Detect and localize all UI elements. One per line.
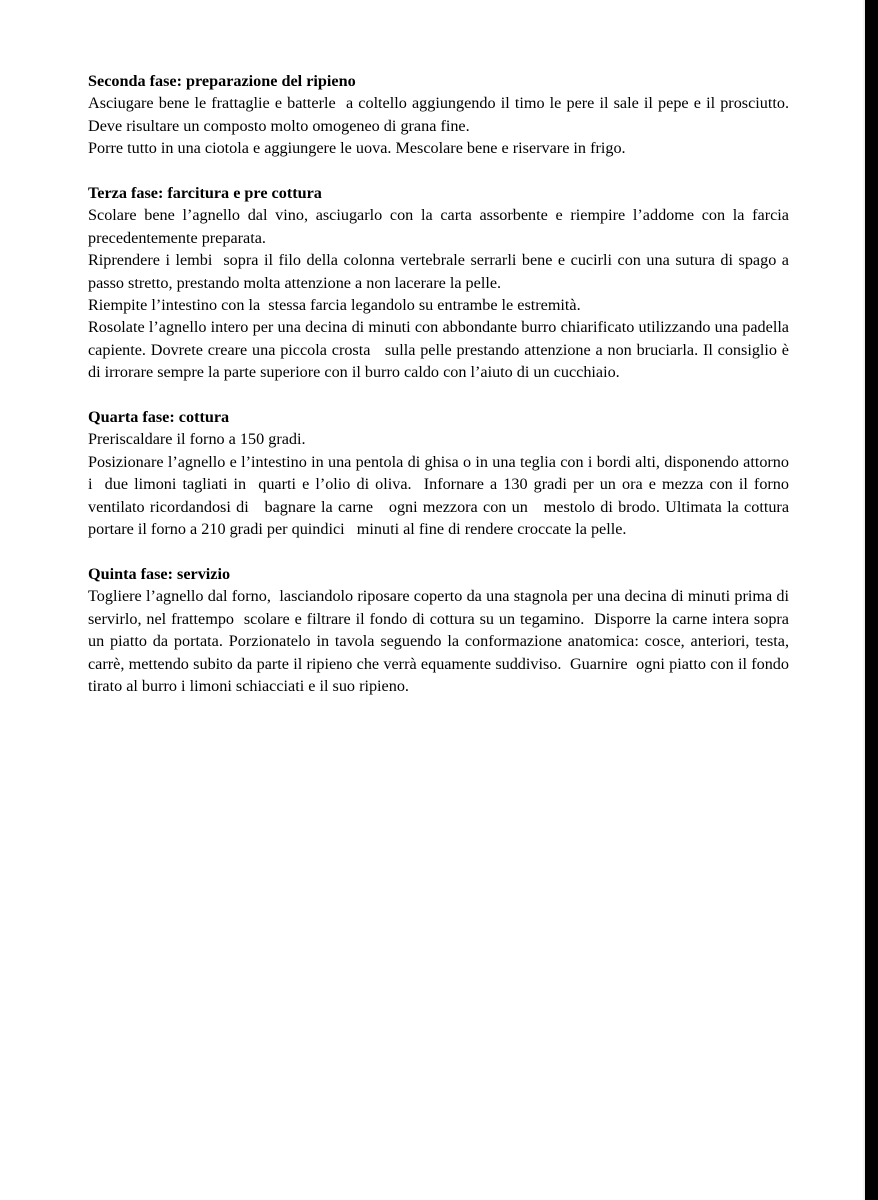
paragraph: Porre tutto in una ciotola e aggiungere le uova. Mescolare bene e riservare in frigo. [88,139,626,158]
section-seconda-fase [88,70,798,160]
paragraph: Togliere l’agnello dal forno, lasciandolo riposare coperto da una stagnola per una decina di minuti prima di servirlo, nel frattempo scolare e filtrare il fondo di cottura su un tegamino. Disporre la carne intera sopra un piatto da portata. Porzionatelo in tavola seguendo la conformazione anatomica: cosce, anteriori, testa, carrè, mettendo subito da parte il ripieno che verrà equamente suddiviso. Guarnire ogni piatto con il fondo tirato al burro i limoni schiacciati e il suo ripieno. [88,587,794,695]
section-quinta-fase [88,563,794,697]
section-quarta-fase [88,406,794,540]
section-heading: Seconda fase: preparazione del ripieno [88,72,356,90]
paragraph: Preriscaldare il forno a 150 gradi. [88,430,306,449]
page-edge-bar [865,0,878,1200]
paragraph: Riprendere i lembi sopra il filo della colonna vertebrale serrarli bene e cucirli con una sutura di spago a passo stretto, prestando molta attenzione a non lacerare la pelle. [88,251,794,292]
paragraph: Scolare bene l’agnello dal vino, asciugarlo con la carta assorbente e riempire l’addome con la farcia precedentemente preparata. [88,206,794,247]
section-heading: Terza fase: farcitura e pre cottura [88,184,322,203]
paragraph: Asciugare bene le frattaglie e batterle a coltello aggiungendo il timo le pere il sale il pepe e il prosciutto. Deve risultare un composto molto omogeneo di grana fine. [88,94,798,135]
paragraph: Rosolate l’agnello intero per una decina di minuti con abbondante burro chiarificato utilizzando una padella capiente. Dovrete creare una piccola crosta sulla pelle prestando attenzione a non bruciarla. Il consiglio è di irrorare sempre la parte superiore con il burro caldo con l’aiuto di un cucchiaio. [88,318,794,382]
section-heading: Quarta fase: cottura [88,408,230,427]
paragraph: Posizionare l’agnello e l’intestino in una pentola di ghisa o in una teglia con i bordi alti, disponendo attorno i due limoni tagliati in quarti e l’olio di oliva. Infornare a 130 gradi per un ora e mezza con il forno ventilato ricordandosi di bagnare la carne ogni mezzora con un mestolo di brodo. Ultimata la cottura portare il forno a 210 gradi per quindici minuti al fine di rendere croccate la pelle. [88,452,794,539]
document-body [88,70,798,720]
section-heading: Quinta fase: servizio [88,564,231,583]
paragraph: Riempite l’intestino con la stessa farcia legandolo su entrambe le estremità. [88,296,581,315]
section-terza-fase [88,182,794,384]
